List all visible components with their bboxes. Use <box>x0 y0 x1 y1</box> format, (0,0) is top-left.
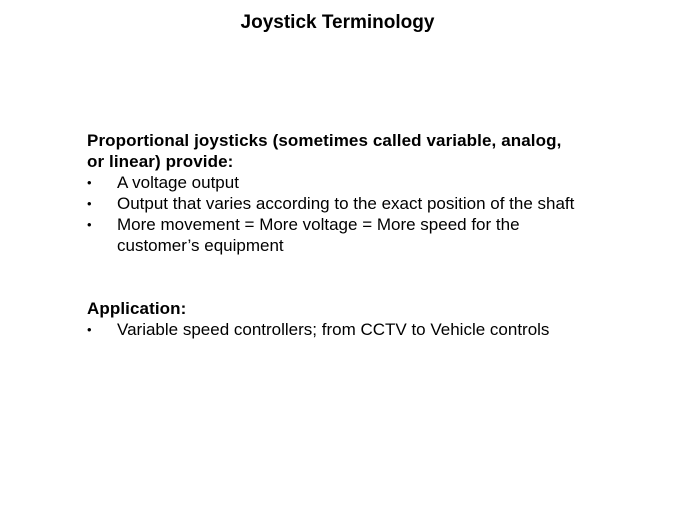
bullet-text: A voltage output <box>117 173 239 192</box>
bullet-list-proportional <box>87 172 577 256</box>
bullet-icon: • <box>87 322 92 337</box>
section-heading-application: Application: <box>87 299 187 318</box>
section-heading-proportional: Proportional joysticks (sometimes called variable, analog, or linear) provide: <box>87 131 562 171</box>
slide-content <box>87 130 577 340</box>
bullet-icon: • <box>87 217 92 232</box>
bullet-list-application <box>87 319 577 340</box>
bullet-item <box>87 214 577 256</box>
slide-title: Joystick Terminology <box>240 12 435 33</box>
bullet-icon: • <box>87 196 92 211</box>
bullet-text: Variable speed controllers; from CCTV to Vehicle controls <box>117 320 550 339</box>
bullet-text: More movement = More voltage = More speed for the customer’s equipment <box>117 215 520 255</box>
bullet-item <box>87 172 577 193</box>
bullet-item <box>87 193 577 214</box>
bullet-item <box>87 319 577 340</box>
bullet-text: Output that varies according to the exact position of the shaft <box>117 194 575 213</box>
section-spacer <box>87 256 577 298</box>
bullet-icon: • <box>87 175 92 190</box>
